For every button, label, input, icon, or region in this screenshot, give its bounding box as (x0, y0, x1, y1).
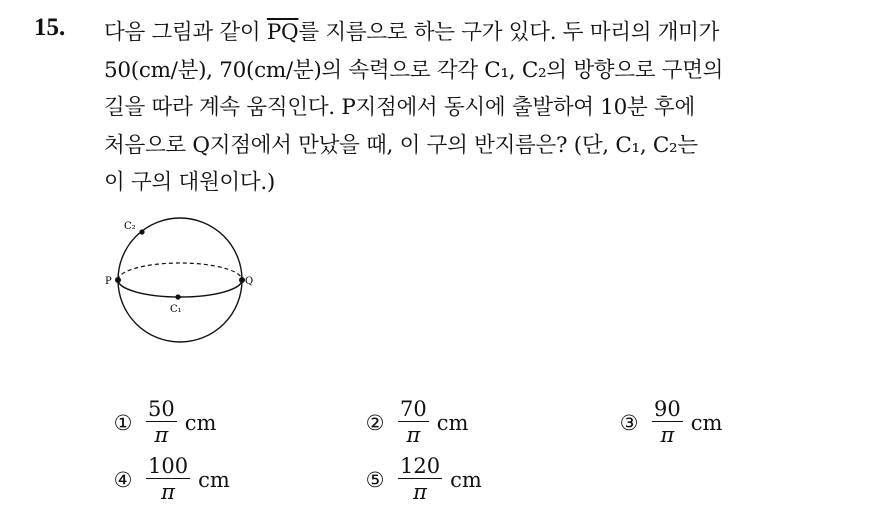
choice-3-unit: cm (690, 410, 723, 435)
choice-4-unit: cm (198, 467, 230, 492)
choice-4-denominator: π (161, 480, 175, 505)
choice-5-mark: ⑤ (365, 467, 385, 492)
point-c1 (175, 294, 180, 299)
question-line-1-end: 를 지름으로 하는 구가 있다. 두 마리의 개미가 (298, 20, 720, 45)
choice-5-numerator: 120 (400, 454, 441, 478)
question-line-2: 50(cm/분), 70(cm/분)의 속력으로 각각 C₁, C₂의 방향으로 구면의 (104, 57, 724, 83)
choice-5[interactable] (364, 454, 482, 505)
choice-1-unit: cm (184, 410, 217, 435)
segment-pq: $\overline{PQ}$ (266, 20, 299, 45)
choice-1-numerator: 50 (148, 397, 175, 421)
question-line-1 (104, 14, 874, 52)
equator-back-dashed (118, 263, 242, 280)
choice-3[interactable] (618, 397, 722, 448)
choice-3-denominator: π (660, 423, 675, 448)
choice-2-denominator: π (406, 423, 421, 448)
choice-1-denominator: π (154, 423, 169, 448)
choice-1-mark: ① (113, 410, 133, 435)
choice-2-unit: cm (436, 410, 469, 435)
label-p: P (105, 276, 112, 287)
choice-2-numerator: 70 (400, 397, 427, 421)
choice-5-fraction (398, 454, 442, 505)
sphere-outline (118, 218, 242, 342)
choice-2-fraction (398, 397, 429, 448)
choice-4-numerator: 100 (148, 454, 189, 478)
sphere-figure (100, 212, 260, 352)
question-line-4: 처음으로 Q지점에서 만났을 때, 이 구의 반지름은? (단, C₁, C₂는 (104, 132, 698, 158)
question-text (104, 14, 874, 202)
point-c2 (139, 229, 144, 234)
question-line-1-start: 다음 그림과 같이 (104, 20, 267, 45)
choice-3-mark: ③ (619, 410, 639, 435)
choice-4-mark: ④ (113, 467, 133, 492)
label-q: Q (245, 276, 254, 287)
choice-5-denominator: π (413, 480, 427, 505)
question-line-5: 이 구의 대원이다.) (104, 170, 275, 195)
choice-3-fraction (652, 397, 683, 448)
choice-1-fraction (146, 397, 177, 448)
question-number: 15. (34, 14, 66, 41)
choice-2[interactable] (364, 397, 468, 448)
label-c2: C₂ (124, 221, 136, 232)
choice-2-mark: ② (365, 410, 385, 435)
question-line-3: 길을 따라 계속 움직인다. P지점에서 동시에 출발하여 10분 후에 (104, 95, 695, 120)
choice-5-unit: cm (450, 467, 482, 492)
choice-1[interactable] (112, 397, 216, 448)
sphere-diagram (100, 212, 260, 352)
label-c1: C₁ (170, 304, 182, 315)
choice-4-fraction (146, 454, 190, 505)
choice-4[interactable] (112, 454, 230, 505)
equator-front (118, 280, 242, 297)
point-p (115, 277, 121, 283)
choice-3-numerator: 90 (654, 397, 681, 421)
